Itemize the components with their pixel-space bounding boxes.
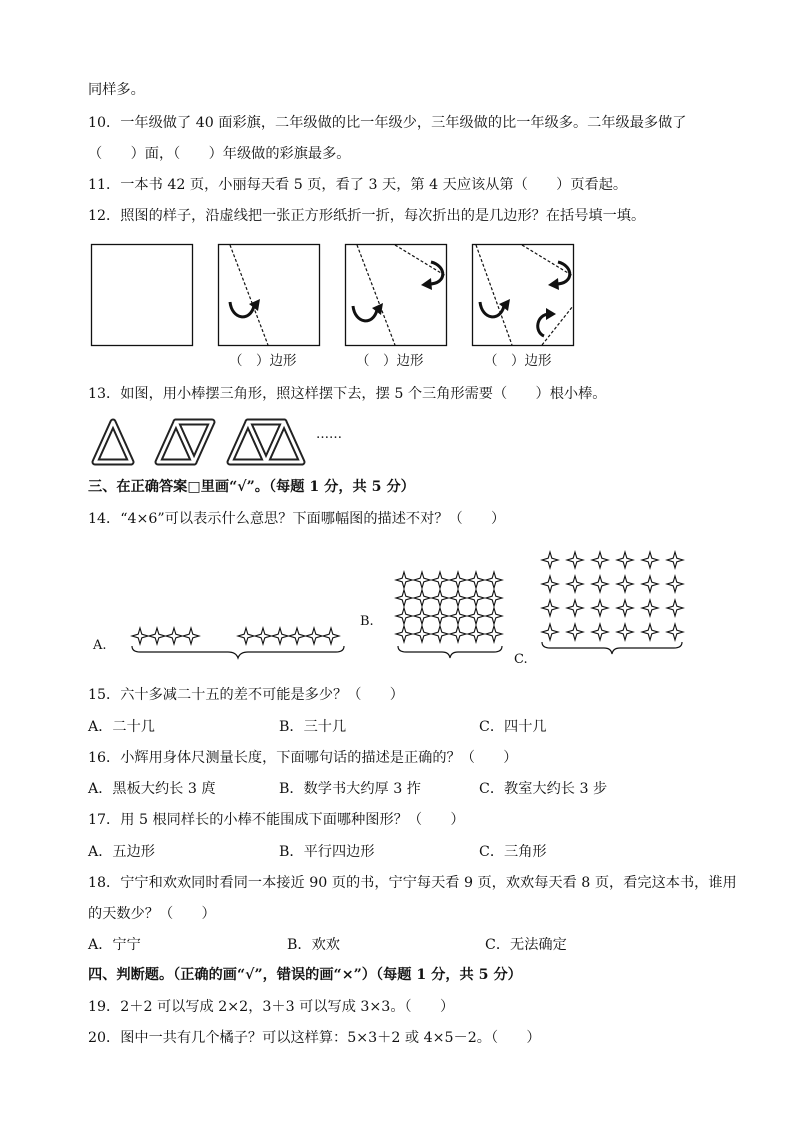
question-19: 19．2＋2 可以写成 2×2，3＋3 可以写成 3×3。（ ） [88, 999, 455, 1015]
q12-caption-3: （ ）边形 [484, 353, 552, 369]
q18-option-c[interactable]: C．无法确定 [485, 937, 567, 953]
q12-square-fold-3 [472, 244, 575, 347]
q17-option-a[interactable]: A．五边形 [88, 844, 155, 860]
q14-label-a: A. [93, 638, 107, 653]
q14-figure-a [128, 622, 348, 662]
q17-option-c[interactable]: C．三角形 [479, 844, 547, 860]
q15-option-c[interactable]: C．四十几 [479, 719, 547, 735]
section-3-heading: 三、在正确答案□里画“√”。（每题 1 分，共 5 分） [88, 479, 415, 495]
q12-caption-2: （ ）边形 [356, 353, 424, 369]
question-18-line1: 18．宁宁和欢欢同时看同一本接近 90 页的书，宁宁每天看 9 页，欢欢每天看 8 页，看完这本书，谁用 [88, 875, 737, 891]
q13-triangle-group-2 [158, 422, 212, 462]
q14-figure-c [538, 548, 688, 662]
question-10-line1: 10．一年级做了 40 面彩旗，二年级做的比一年级少，三年级做的比一年级多。二年级最多做了 [88, 115, 687, 131]
question-15: 15．六十多减二十五的差不可能是多少？（ ） [88, 687, 404, 703]
q14-figure-b [392, 568, 512, 662]
section-4-heading: 四、判断题。（正确的画“√”，错误的画“×”）（每题 1 分，共 5 分） [88, 967, 522, 983]
q18-option-a[interactable]: A．宁宁 [88, 937, 141, 953]
q16-option-a[interactable]: A．黑板大约长 3 庹 [88, 781, 216, 797]
q13-triangles-figure [90, 414, 350, 468]
question-16: 16．小辉用身体尺测量长度，下面哪句话的描述是正确的？（ ） [88, 750, 518, 766]
question-11: 11．一本书 42 页，小丽每天看 5 页，看了 3 天，第 4 天应该从第（ ）页看起。 [88, 177, 628, 193]
q18-option-b[interactable]: B．欢欢 [287, 937, 340, 953]
question-10-line2: （ ）面，（ ）年级做的彩旗最多。 [88, 146, 351, 162]
q12-square-fold-2 [345, 244, 448, 347]
q17-option-b[interactable]: B．平行四边形 [279, 844, 375, 860]
q12-square-plain [91, 244, 194, 347]
q12-caption-1: （ ）边形 [229, 353, 297, 369]
question-20: 20．图中一共有几个橘子？可以这样算：5×3＋2 或 4×5－2。（ ） [88, 1030, 541, 1046]
question-13: 13．如图，用小棒摆三角形，照这样摆下去，摆 5 个三角形需要（ ）根小棒。 [88, 386, 607, 402]
question-12: 12．照图的样子，沿虚线把一张正方形纸折一折，每次折出的是几边形？在括号填一填。 [88, 208, 646, 224]
q12-square-fold-1 [218, 244, 321, 347]
q14-label-c: C. [514, 652, 528, 667]
q13-ellipsis: …… [316, 427, 342, 442]
q15-option-a[interactable]: A．二十几 [88, 719, 155, 735]
q16-option-c[interactable]: C．教室大约长 3 步 [479, 781, 608, 797]
question-14: 14．“4×6”可以表示什么意思？下面哪幅图的描述不对？（ ） [88, 511, 506, 527]
question-17: 17．用 5 根同样长的小棒不能围成下面哪种图形？（ ） [88, 812, 465, 828]
text-line-continuation: 同样多。 [88, 82, 145, 98]
q13-triangle-group-3 [230, 422, 302, 462]
q14-label-b: B. [360, 614, 374, 629]
question-18-line2: 的天数少？（ ） [88, 906, 216, 922]
q15-option-b[interactable]: B．三十几 [279, 719, 347, 735]
q13-triangle-group-1 [95, 422, 131, 462]
q16-option-b[interactable]: B．数学书大约厚 3 拃 [279, 781, 421, 797]
